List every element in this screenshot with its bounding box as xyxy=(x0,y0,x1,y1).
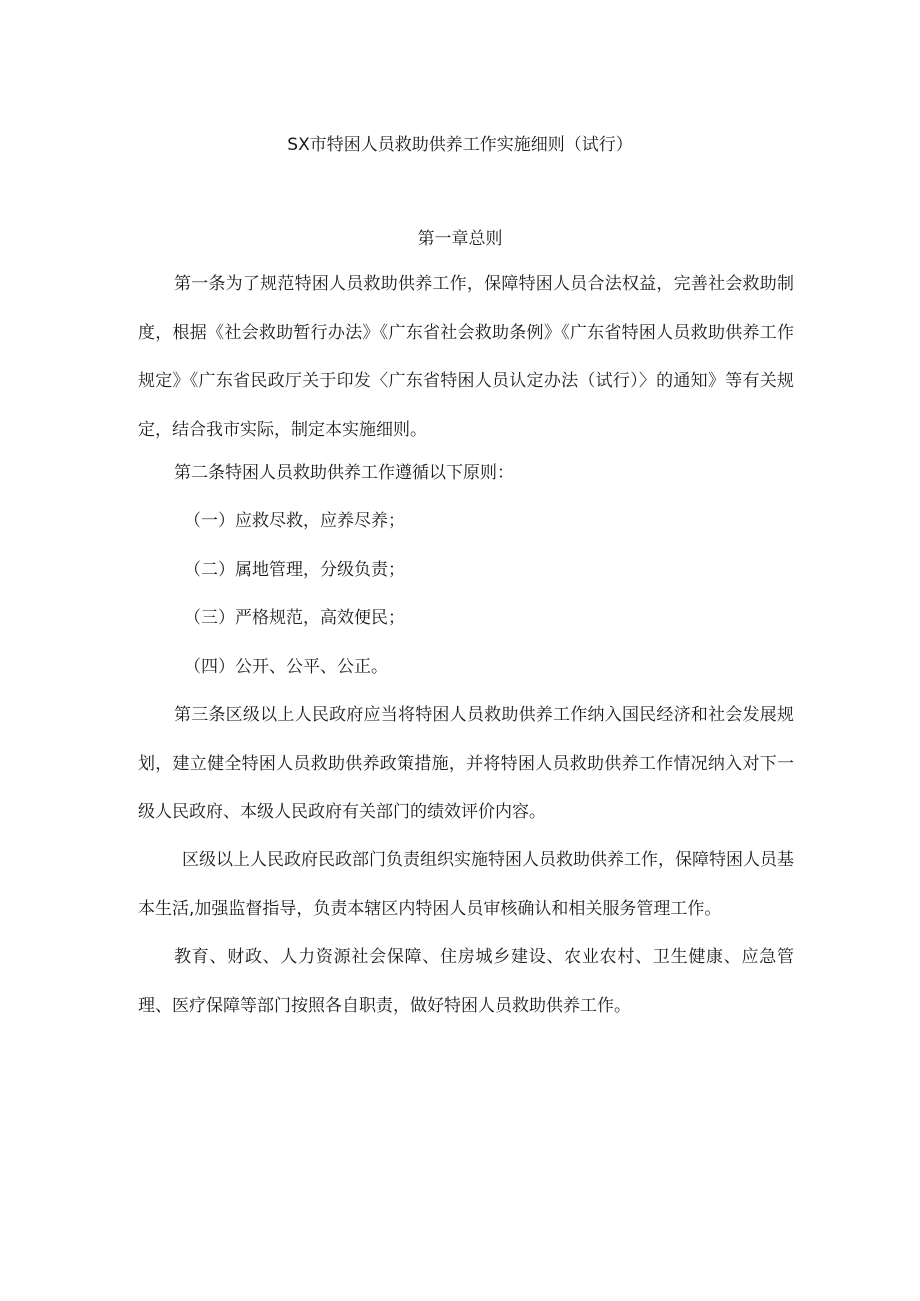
article-1-paragraph: 第一条为了规范特困人员救助供养工作，保障特困人员合法权益，完善社会救助制度，根据《社会救助暂行办法》《广东省社会救助条例》《广东省特困人员救助供养工作规定》《广东省民政厅关于印发〈广东省特困人员认定办法（试行）〉的通知》等有关规定，结合我市实际，制定本实施细则。 xyxy=(138,274,794,440)
chapter-heading: 第一章总则 xyxy=(417,229,503,249)
article-3-third-paragraph: 教育、财政、人力资源社会保障、住房城乡建设、农业农村、卫生健康、应急管理、医疗保障等部门按照各自职责，做好特困人员救助供养工作。 xyxy=(138,947,794,1016)
article-3-paragraph: 第三条区级以上人民政府应当将特困人员救助供养工作纳入国民经济和社会发展规划，建立健全特困人员救助供养政策措施，并将特困人员救助供养工作情况纳入对下一级人民政府、本级人民政府有关部门的绩效评价内容。 xyxy=(138,705,794,822)
article-2-paragraph: 第二条特困人员救助供养工作遵循以下原则： xyxy=(174,463,514,483)
principle-item: （四）公开、公平、公正。 xyxy=(184,657,388,677)
principle-item: （二）属地管理，分级负责； xyxy=(184,560,405,580)
article-3-second-paragraph: 区级以上人民政府民政部门负责组织实施特困人员救助供养工作，保障特困人员基本生活,加强监督指导，负责本辖区内特困人员审核确认和相关服务管理工作。 xyxy=(138,850,794,919)
principle-item: （一）应救尽救，应养尽养； xyxy=(184,511,405,531)
document-title: SX市特困人员救助供养工作实施细则（试行） xyxy=(287,135,633,155)
principle-item: （三）严格规范，高效便民； xyxy=(184,608,405,628)
